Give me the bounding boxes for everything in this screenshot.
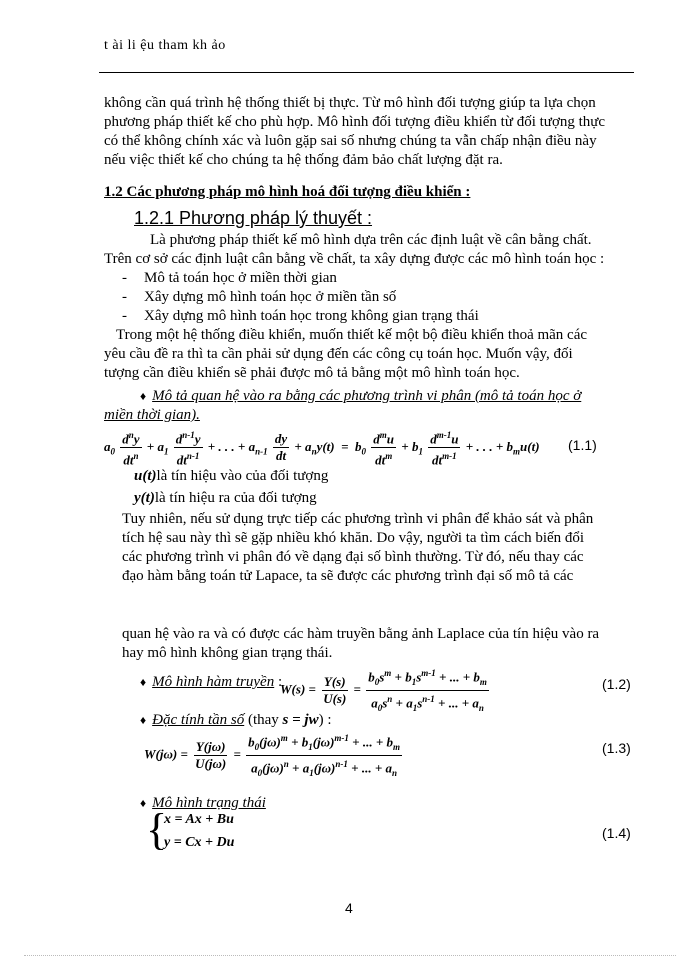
signal-symbol: y(t)	[134, 490, 155, 506]
bullet-item: Xây dựng mô hình toán học ở miền tần số	[144, 289, 397, 305]
intro-line: có thể không chính xác và luôn gặp sai số nhưng chúng ta vẫn chấp nhận điều này	[104, 133, 597, 149]
diamond-icon: ♦	[140, 713, 147, 727]
thay-text: (thay	[247, 712, 279, 728]
intro-line: phương pháp thiết kế cho phù hợp. Mô hình đối tượng điều khiển từ đối tượng thực	[104, 114, 606, 130]
body-line: Là phương pháp thiết kế mô hình dựa trên các định luật về cân bằng chất.	[150, 232, 592, 248]
equation-1-3: W(jω) = $\frac{Y(j\omega)}{U(j\omega)}$ = $\frac{b_0(j\omega)^m + b_1(j\omega)^{m-1} + ... + b_m}{a_0(j\omega)^n + a_1(j\omega)^{n-1} + ... + a_n}$	[144, 730, 404, 781]
page-number: 4	[345, 900, 353, 916]
body-line: các phương trình vi phân đó về dạng đại số bình thường. Từ đó, nếu thay các	[122, 549, 584, 565]
subsection-title	[134, 208, 372, 229]
diamond-icon: ♦	[140, 389, 147, 403]
subsection-title-text: 1.2.1 Phương pháp lý thuyết :	[134, 208, 373, 228]
brace-icon: {	[146, 805, 168, 854]
bullet-marker: -	[122, 308, 127, 324]
signal-def-u	[134, 467, 328, 486]
body-line: Tuy nhiên, nếu sử dụng trực tiếp các phương trình vi phân để khảo sát và phân	[122, 511, 594, 527]
bullet-item: Xây dựng mô hình toán học trong không gian trạng thái	[144, 308, 479, 324]
equation-number: (1.3)	[602, 740, 631, 756]
body-line: đạo hàm bằng toán tử Lapace, ta sẽ được các phương trình đại số mô tả các	[122, 568, 574, 584]
time-domain-heading-text: Mô tả quan hệ vào ra bằng các phương trình vi phân (mô tả toán học ở	[152, 388, 582, 404]
bullet-item: Mô tả toán học ở miền thời gian	[144, 270, 337, 286]
state-eq-2: y = Cx + Du	[164, 835, 235, 850]
intro-line: nếu việc thiết kế cho chúng ta hệ thống đảm bảo chất lượng đặt ra.	[104, 152, 503, 168]
signal-description: là tín hiệu vào của đối tượng	[156, 468, 329, 484]
equation-1-1: $a_0$ $\frac{d^ny}{dt^n}$ + $a_1$ $\frac{d^{n-1}y}{dt^{n-1}}$ + . . . + $a_{n-1}$ $\frac{dy}{dt}$ + $a_ny(t) = b_0$ $\frac{d^mu}{dt^m}$ + $b_1$ $\frac{d^{m-1}u}{dt^{m-1}}$ + . . . + $b_mu(t)$	[104, 427, 540, 469]
intro-line: không cần quá trình hệ thống thiết bị thực. Từ mô hình đối tượng giúp ta lựa chọn	[104, 95, 596, 111]
frequency-heading-text: Đặc tính tần số	[152, 712, 245, 728]
transfer-function-heading: ♦ Mô hình hàm truyền :	[140, 674, 283, 690]
equation-number: (1.1)	[568, 437, 597, 453]
state-heading-text: Mô hình trạng thái	[152, 795, 266, 811]
header-rule	[99, 72, 634, 73]
signal-description: là tín hiệu ra của đối tượng	[154, 490, 317, 506]
body-line: hay mô hình không gian trạng thái.	[122, 645, 333, 661]
frequency-heading: ♦ Đặc tính tần số (thay s = jw) :	[140, 712, 332, 728]
time-domain-heading-cont: miền thời gian).	[104, 407, 200, 423]
time-domain-heading	[140, 387, 581, 406]
body-line: yêu cầu đề ra thì ta cần phải sử dụng đến các công cụ toán học. Muốn vậy, đối	[104, 346, 573, 362]
transfer-heading-text: Mô hình hàm truyền	[152, 674, 275, 690]
bullet-marker: -	[122, 289, 127, 305]
body-line: Trong một hệ thống điều khiển, muốn thiết kế một bộ điều khiển thoả mãn các	[116, 327, 588, 343]
diamond-icon: ♦	[140, 675, 147, 689]
equation-number: (1.4)	[602, 825, 631, 841]
section-title: 1.2 Các phương pháp mô hình hoá đối tượng điều khiển :	[104, 184, 471, 200]
equation-number: (1.2)	[602, 676, 631, 692]
body-line: tượng cần điều khiển sẽ phải được mô tả bằng một mô hình toán học.	[104, 365, 520, 381]
bullet-marker: -	[122, 270, 127, 286]
body-line: Trên cơ sở các định luật cân bằng về chất, ta xây dựng được các mô hình toán học :	[104, 251, 605, 267]
state-eq-1: x = Ax + Bu	[164, 812, 234, 827]
body-line: tích hệ sau này thì sẽ gặp nhiều khó khăn. Do vậy, người ta tìm cách biến đổi	[122, 530, 585, 546]
diamond-icon: ♦	[140, 796, 147, 810]
body-line: quan hệ vào ra và có được các hàm truyền bằng ảnh Laplace của tín hiệu vào ra	[122, 626, 600, 642]
page-header: t ài li ệu tham kh ảo	[104, 38, 226, 53]
signal-def-y	[134, 489, 317, 508]
signal-symbol: u(t)	[134, 468, 157, 484]
thay-equation: s = jw	[282, 712, 319, 728]
page-bottom-rule	[24, 955, 676, 956]
equation-1-2: W(s) = $\frac{Y(s)}{U(s)}$ = $\frac{b_0s^m + b_1s^{m-1} + ... + b_m}{a_0s^n + a_1s^{n-1} + ... + a_n}$	[280, 665, 491, 716]
